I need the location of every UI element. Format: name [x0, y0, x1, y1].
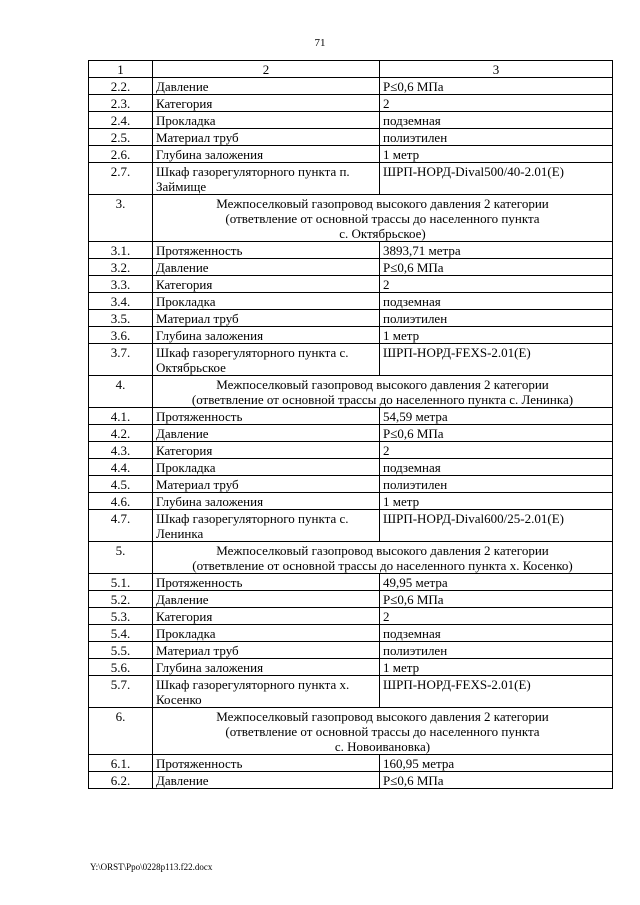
row-number: 3.7. [89, 344, 153, 376]
row-number: 3.3. [89, 276, 153, 293]
table-header-row [89, 61, 613, 78]
parameter-value: полиэтилен [380, 642, 613, 659]
row-number: 6.1. [89, 755, 153, 772]
row-number: 4.3. [89, 442, 153, 459]
section-header-row [89, 542, 613, 574]
row-number: 4.6. [89, 493, 153, 510]
header-col-3: 3 [380, 61, 613, 78]
table-row [89, 425, 613, 442]
table-row [89, 442, 613, 459]
row-number: 4.7. [89, 510, 153, 542]
section-title [153, 708, 613, 755]
parameter-value: 160,95 метра [380, 755, 613, 772]
table-row [89, 591, 613, 608]
row-number: 2.2. [89, 78, 153, 95]
footer-file-path: Y:\ORST\Ppo\0228p113.f22.docx [90, 862, 213, 872]
section-number: 5. [89, 542, 153, 574]
table-row [89, 78, 613, 95]
parameter-value: 2 [380, 608, 613, 625]
section-number: 4. [89, 376, 153, 408]
row-number: 4.4. [89, 459, 153, 476]
parameter-value: полиэтилен [380, 476, 613, 493]
table-row [89, 676, 613, 708]
section-title-line: (ответвление от основной трассы до населенного пункта х. Косенко) [192, 558, 573, 573]
parameter-name: Давление [153, 591, 380, 608]
row-number: 3.5. [89, 310, 153, 327]
row-number: 5.7. [89, 676, 153, 708]
row-number: 4.2. [89, 425, 153, 442]
section-title [153, 195, 613, 242]
parameter-name: Протяженность [153, 574, 380, 591]
row-number: 5.2. [89, 591, 153, 608]
parameter-name: Прокладка [153, 112, 380, 129]
row-number: 4.5. [89, 476, 153, 493]
parameter-name: Прокладка [153, 459, 380, 476]
parameter-name: Материал труб [153, 476, 380, 493]
parameter-value: подземная [380, 625, 613, 642]
parameter-value: 2 [380, 276, 613, 293]
parameter-value: подземная [380, 112, 613, 129]
section-title-line: Межпоселковый газопровод высокого давления 2 категории [216, 543, 549, 558]
row-number: 3.4. [89, 293, 153, 310]
section-title-line: Межпоселковый газопровод высокого давления 2 категории [216, 709, 549, 724]
table-row [89, 327, 613, 344]
parameter-name: Протяженность [153, 755, 380, 772]
parameter-value: Р≤0,6 МПа [380, 259, 613, 276]
parameter-name: Материал труб [153, 129, 380, 146]
parameter-value: подземная [380, 459, 613, 476]
parameter-value: Р≤0,6 МПа [380, 78, 613, 95]
table-row [89, 642, 613, 659]
parameter-name: Шкаф газорегуляторного пункта п. Займище [153, 163, 380, 195]
table-row [89, 493, 613, 510]
parameter-name: Категория [153, 608, 380, 625]
table-row [89, 755, 613, 772]
table-row [89, 459, 613, 476]
table-row [89, 344, 613, 376]
table-row [89, 95, 613, 112]
row-number: 3.2. [89, 259, 153, 276]
parameter-name: Шкаф газорегуляторного пункта с. Ленинка [153, 510, 380, 542]
parameter-name: Прокладка [153, 293, 380, 310]
parameter-name: Шкаф газорегуляторного пункта с. Октябрьское [153, 344, 380, 376]
row-number: 3.1. [89, 242, 153, 259]
parameter-value: 49,95 метра [380, 574, 613, 591]
table-row [89, 659, 613, 676]
parameter-name: Категория [153, 95, 380, 112]
parameter-name: Давление [153, 259, 380, 276]
parameter-value: Р≤0,6 МПа [380, 425, 613, 442]
parameter-name: Протяженность [153, 408, 380, 425]
parameter-name: Материал труб [153, 310, 380, 327]
section-title-line: (ответвление от основной трассы до населенного пункта [225, 724, 540, 739]
parameter-value: 54,59 метра [380, 408, 613, 425]
table-row [89, 476, 613, 493]
section-header-row [89, 195, 613, 242]
section-title-line: (ответвление от основной трассы до населенного пункта с. Ленинка) [191, 392, 574, 407]
table-row [89, 574, 613, 591]
section-title [153, 542, 613, 574]
header-col-1: 1 [89, 61, 153, 78]
parameter-value: ШРП-НОРД-Dival500/40-2.01(Е) [380, 163, 613, 195]
table-row [89, 112, 613, 129]
parameter-value: подземная [380, 293, 613, 310]
row-number: 4.1. [89, 408, 153, 425]
row-number: 5.4. [89, 625, 153, 642]
section-title-line: Межпоселковый газопровод высокого давления 2 категории [216, 196, 549, 211]
section-title-line: с. Октябрьское) [339, 226, 426, 241]
page-number: 71 [314, 37, 326, 49]
parameter-value: 1 метр [380, 146, 613, 163]
row-number: 5.6. [89, 659, 153, 676]
parameter-name: Глубина заложения [153, 659, 380, 676]
parameter-value: 1 метр [380, 327, 613, 344]
parameter-name: Шкаф газорегуляторного пункта х. Косенко [153, 676, 380, 708]
parameter-value: ШРП-НОРД-Dival600/25-2.01(Е) [380, 510, 613, 542]
parameter-name: Давление [153, 78, 380, 95]
specification-table [88, 60, 613, 789]
section-header-row [89, 708, 613, 755]
parameter-value: 3893,71 метра [380, 242, 613, 259]
table-row [89, 408, 613, 425]
parameter-value: ШРП-НОРД-FEXS-2.01(Е) [380, 344, 613, 376]
parameter-name: Давление [153, 425, 380, 442]
parameter-name: Материал труб [153, 642, 380, 659]
section-header-row [89, 376, 613, 408]
row-number: 2.4. [89, 112, 153, 129]
table-row [89, 608, 613, 625]
row-number: 5.3. [89, 608, 153, 625]
section-title-line: Межпоселковый газопровод высокого давления 2 категории [216, 377, 549, 392]
table-row [89, 293, 613, 310]
section-title-line: с. Новоивановка) [334, 739, 431, 754]
section-number: 6. [89, 708, 153, 755]
parameter-name: Глубина заложения [153, 493, 380, 510]
table-row [89, 625, 613, 642]
parameter-value: Р≤0,6 МПа [380, 772, 613, 789]
row-number: 6.2. [89, 772, 153, 789]
table-row [89, 146, 613, 163]
header-col-2: 2 [153, 61, 380, 78]
parameter-name: Категория [153, 442, 380, 459]
table-row [89, 259, 613, 276]
row-number: 2.6. [89, 146, 153, 163]
parameter-value: полиэтилен [380, 129, 613, 146]
row-number: 3.6. [89, 327, 153, 344]
section-title-line: (ответвление от основной трассы до населенного пункта [225, 211, 540, 226]
parameter-name: Категория [153, 276, 380, 293]
table-row [89, 163, 613, 195]
parameter-name: Давление [153, 772, 380, 789]
row-number: 2.5. [89, 129, 153, 146]
table-row [89, 310, 613, 327]
parameter-value: 2 [380, 95, 613, 112]
table-row [89, 242, 613, 259]
parameter-value: ШРП-НОРД-FEXS-2.01(Е) [380, 676, 613, 708]
parameter-value: 1 метр [380, 659, 613, 676]
row-number: 5.5. [89, 642, 153, 659]
table-row [89, 276, 613, 293]
parameter-name: Протяженность [153, 242, 380, 259]
section-title [153, 376, 613, 408]
parameter-value: полиэтилен [380, 310, 613, 327]
parameter-name: Прокладка [153, 625, 380, 642]
parameter-value: Р≤0,6 МПа [380, 591, 613, 608]
row-number: 2.3. [89, 95, 153, 112]
table-row [89, 772, 613, 789]
parameter-name: Глубина заложения [153, 146, 380, 163]
parameter-value: 2 [380, 442, 613, 459]
row-number: 2.7. [89, 163, 153, 195]
table-row [89, 129, 613, 146]
parameter-name: Глубина заложения [153, 327, 380, 344]
table-row [89, 510, 613, 542]
row-number: 5.1. [89, 574, 153, 591]
section-number: 3. [89, 195, 153, 242]
parameter-value: 1 метр [380, 493, 613, 510]
